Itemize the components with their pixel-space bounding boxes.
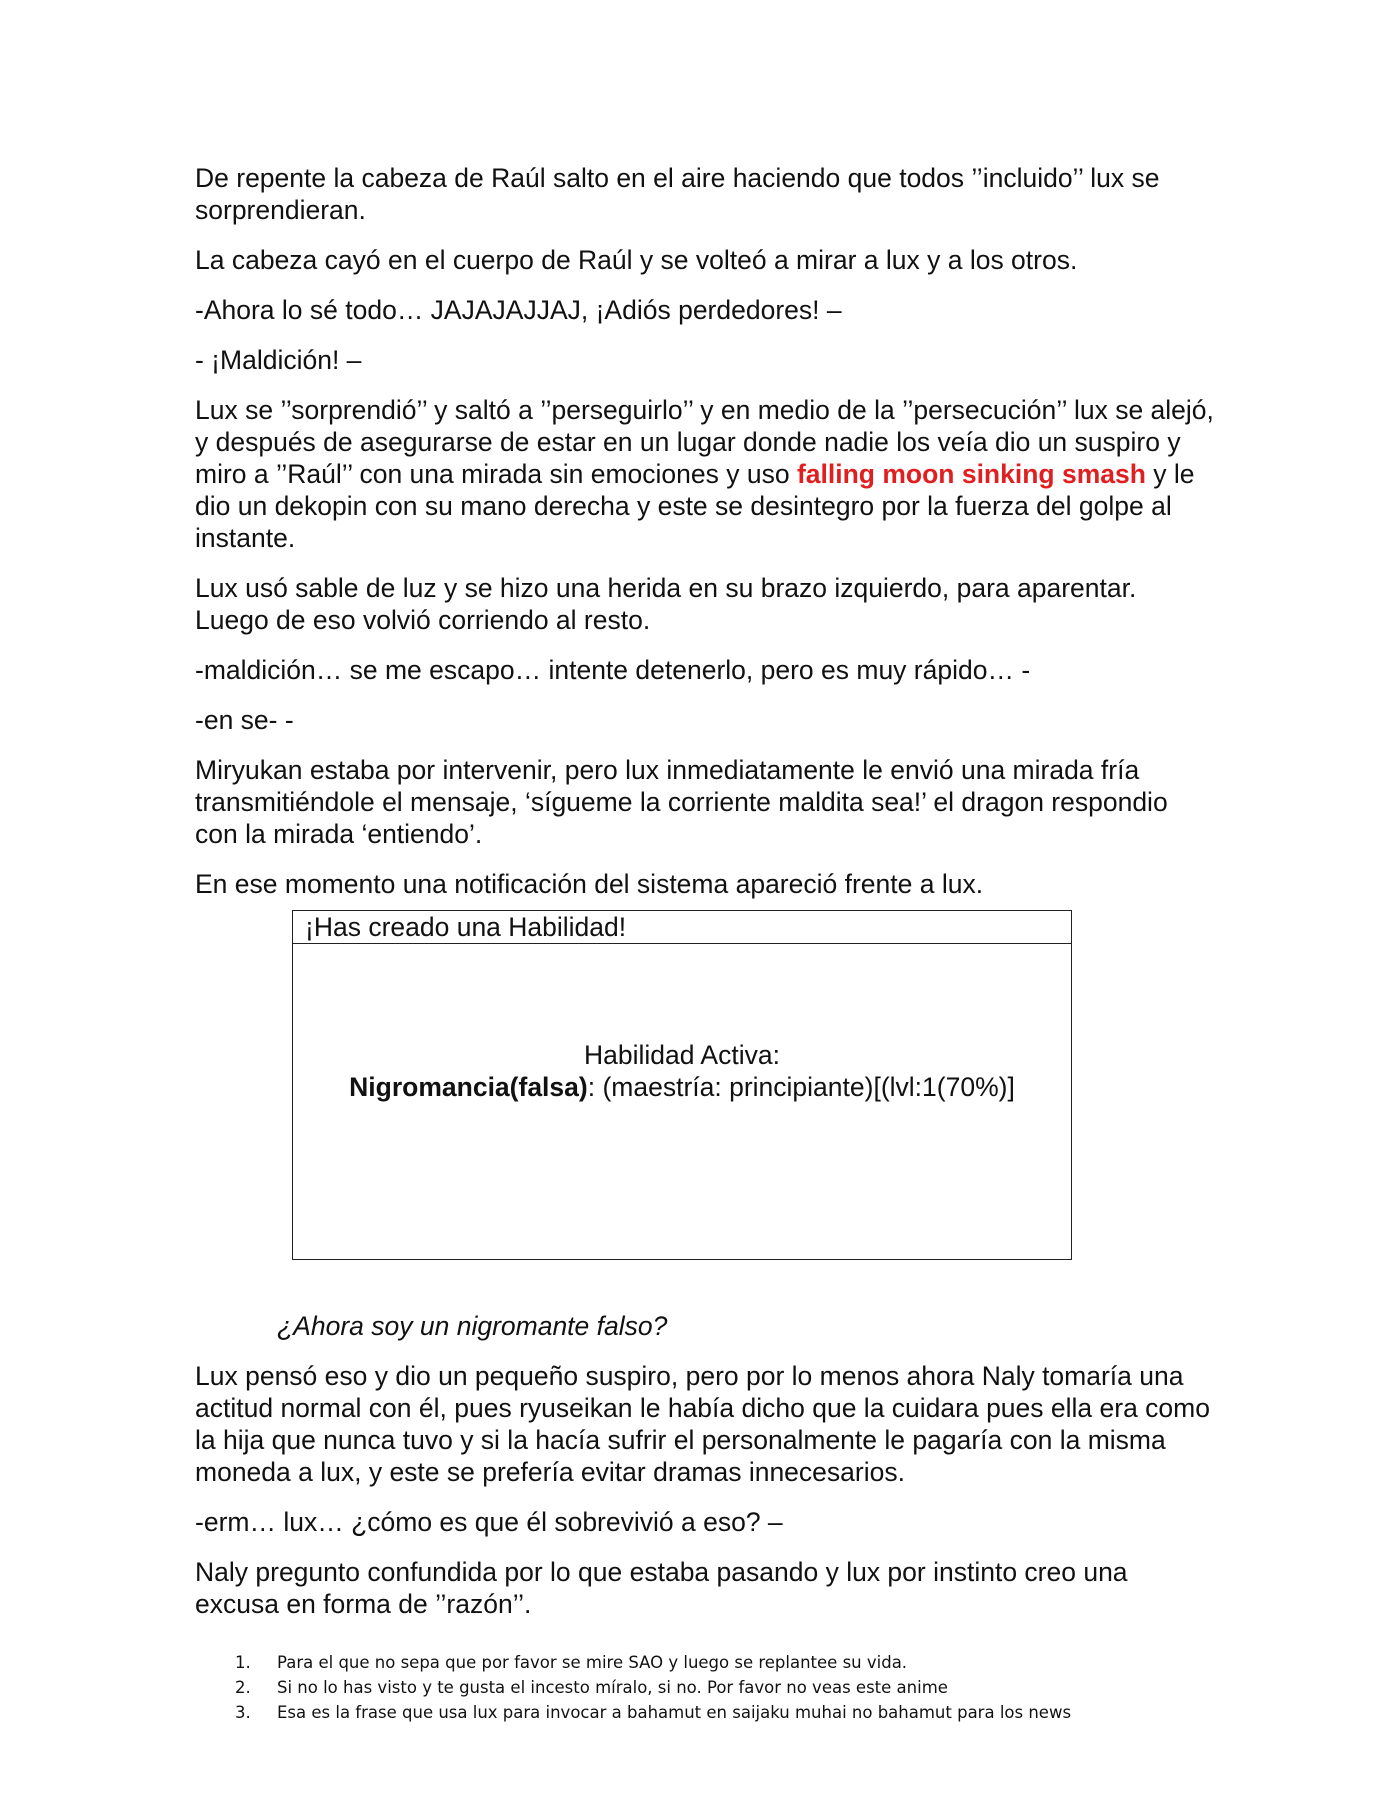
footnote-item: [195, 1675, 1215, 1700]
footnotes-list: [195, 1650, 1215, 1725]
footnote-number: 2.: [235, 1678, 251, 1697]
paragraph: En ese momento una notificación del sistema apareció frente a lux.: [195, 869, 984, 899]
dialogue-line: - ¡Maldición! –: [195, 345, 362, 375]
inner-thought: ¿Ahora soy un nigromante falso?: [277, 1311, 668, 1341]
footnote-item: [195, 1650, 1215, 1675]
skill-detail: : (maestría: principiante)[(lvl:1(70%)]: [587, 1072, 1015, 1102]
dialogue-line: -maldición… se me escapo… intente detenerlo, pero es muy rápido… -: [195, 655, 1031, 685]
paragraph: Lux pensó eso y dio un pequeño suspiro, pero por lo menos ahora Naly tomaría una actitud normal con él, pues ryuseikan le había dicho que la cuidara pues ella era como la hija que nunca tuvo y si la hacía sufrir el personalmente le pagaría con la misma moneda a lux, y este se prefería evitar dramas innecesarios.: [195, 1361, 1210, 1487]
system-box-header: ¡Has creado una Habilidad!: [293, 911, 1071, 944]
paragraph: La cabeza cayó en el cuerpo de Raúl y se volteó a mirar a lux y a los otros.: [195, 245, 1078, 275]
paragraph: [195, 394, 1215, 554]
paragraph-text: y le dio un dekopin con su mano derecha y este se desintegro por la fuerza del golpe al instante.: [195, 459, 1195, 553]
dialogue-line: -erm… lux… ¿cómo es que él sobrevivió a eso? –: [195, 1507, 783, 1537]
skill-type-label: Habilidad Activa:: [584, 1040, 780, 1070]
paragraph: De repente la cabeza de Raúl salto en el aire haciendo que todos ’’incluido’’ lux se sorprendieran.: [195, 163, 1160, 225]
paragraph: Lux usó sable de luz y se hizo una herida en su brazo izquierdo, para aparentar. Luego de eso volvió corriendo al resto.: [195, 573, 1137, 635]
system-box-body: [293, 1039, 1071, 1103]
footnote-text: Esa es la frase que usa lux para invocar a bahamut en saijaku muhai no bahamut para los news: [277, 1703, 1072, 1722]
document-page: [195, 162, 1215, 1725]
dialogue-line: -Ahora lo sé todo… JAJAJAJJAJ, ¡Adiós perdedores! –: [195, 295, 842, 325]
skill-highlight: falling moon sinking smash: [796, 459, 1146, 489]
paragraph-text: Lux se ’’sorprendió’’ y saltó a ’’perseguirlo’’ y en medio de la ’’persecución’’ lux se alejó, y después de asegurarse de estar en un lugar donde nadie los veía dio un suspiro y miro a ’’Raúl’’ con una mirada sin emociones y uso: [195, 395, 1214, 489]
skill-line: [293, 1071, 1071, 1103]
footnote-number: 1.: [235, 1653, 251, 1672]
footnote-number: 3.: [235, 1703, 251, 1722]
dialogue-line: -en se- -: [195, 705, 294, 735]
footnote-item: [195, 1700, 1215, 1725]
paragraph: Miryukan estaba por intervenir, pero lux inmediatamente le envió una mirada fría transmitiéndole el mensaje, ‘sígueme la corriente maldita sea!’ el dragon respondio con la mirada ‘entiendo’.: [195, 755, 1168, 849]
paragraph: Naly pregunto confundida por lo que estaba pasando y lux por instinto creo una excusa en forma de ’’razón’’.: [195, 1557, 1128, 1619]
skill-name: Nigromancia(falsa): [349, 1072, 588, 1102]
system-notification-box: [292, 910, 1072, 1260]
footnote-text: Si no lo has visto y te gusta el incesto míralo, si no. Por favor no veas este anime: [277, 1678, 948, 1697]
footnote-text: Para el que no sepa que por favor se mire SAO y luego se replantee su vida.: [277, 1653, 908, 1672]
